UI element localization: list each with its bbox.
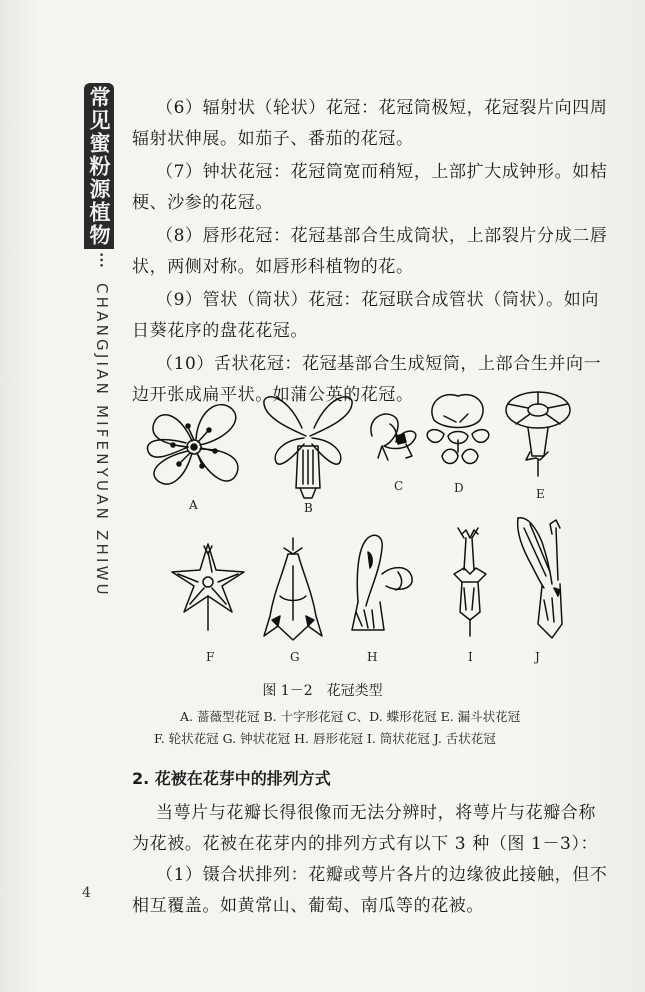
figure-label-j: J <box>535 650 540 664</box>
flower-f-rotate-drawing <box>168 540 248 632</box>
page-number: 4 <box>82 885 91 901</box>
text-line: （9）管状（筒状）花冠：花冠联合成管状（筒状）。如向 <box>156 290 599 310</box>
flower-a-rose-type-drawing <box>140 393 250 493</box>
book-title-pinyin: CHANGJIAN MIFENYUAN ZHIWU <box>93 283 111 598</box>
figure-caption: 图 1－2 花冠类型 <box>262 683 383 699</box>
figure-label-c: C <box>394 479 404 493</box>
section-heading: 2. 花被在花芽中的排列方式 <box>132 769 331 788</box>
text-line: 相互覆盖。如黄常山、葡萄、南瓜等的花被。 <box>132 896 484 916</box>
flower-g-campanulate-drawing <box>260 536 326 644</box>
figure-label-h: H <box>367 650 378 664</box>
flower-c-papilionaceous-side-drawing <box>362 406 424 470</box>
text-line: 当萼片与花瓣长得很像而无法分辨时，将萼片与花瓣合称 <box>156 803 596 823</box>
text-line: 边开张成扁平状。如蒲公英的花冠。 <box>132 385 414 405</box>
figure-legend-line: F. 轮状花冠 G. 钟状花冠 H. 唇形花冠 I. 筒状花冠 J. 舌状花冠 <box>154 731 496 746</box>
figure-label-f: F <box>206 650 215 664</box>
figure-label-d: D <box>454 481 464 495</box>
flower-b-cruciform-drawing <box>258 388 358 500</box>
text-line: （1）镊合状排列：花瓣或萼片各片的边缘彼此接触，但不 <box>156 865 608 885</box>
text-line: 辐射状伸展。如茄子、番茄的花冠。 <box>132 129 414 149</box>
flower-j-ligulate-drawing <box>512 514 582 644</box>
flower-d-papilionaceous-parts-drawing <box>422 390 494 472</box>
text-line: 为花被。花被在花芽内的排列方式有以下 3 种（图 1－3）： <box>132 834 599 854</box>
text-line: 状，两侧对称。如唇形科植物的花。 <box>132 257 414 277</box>
figure-label-b: B <box>304 501 313 515</box>
text-line: 日葵花序的盘花花冠。 <box>132 321 308 341</box>
text-line: 梗、沙参的花冠。 <box>132 193 273 213</box>
text-line: （10）舌状花冠：花冠基部合生成短筒，上部合生并向一 <box>156 354 602 374</box>
flower-h-labiate-drawing <box>344 530 424 640</box>
text-line: （6）辐射状（轮状）花冠：花冠筒极短，花冠裂片向四周 <box>156 98 608 118</box>
text-line: （8）唇形花冠：花冠基部合生成筒状，上部裂片分成二唇 <box>156 226 608 246</box>
figure-label-e: E <box>536 487 545 501</box>
book-title-tab: 常见蜜粉源植物 <box>84 83 114 249</box>
figure-label-i: I <box>468 650 473 664</box>
text-line: （7）钟状花冠：花冠筒宽而稍短，上部扩大成钟形。如桔 <box>156 162 608 182</box>
figure-label-a: A <box>189 498 198 512</box>
flower-e-funnel-form-drawing <box>502 390 574 478</box>
decorative-dots: ••• <box>95 252 105 268</box>
flower-i-tubular-drawing <box>448 524 492 640</box>
figure-legend-line: A. 蔷薇型花冠 B. 十字形花冠 C、D. 蝶形花冠 E. 漏斗状花冠 <box>180 709 521 724</box>
figure-label-g: G <box>290 650 300 664</box>
